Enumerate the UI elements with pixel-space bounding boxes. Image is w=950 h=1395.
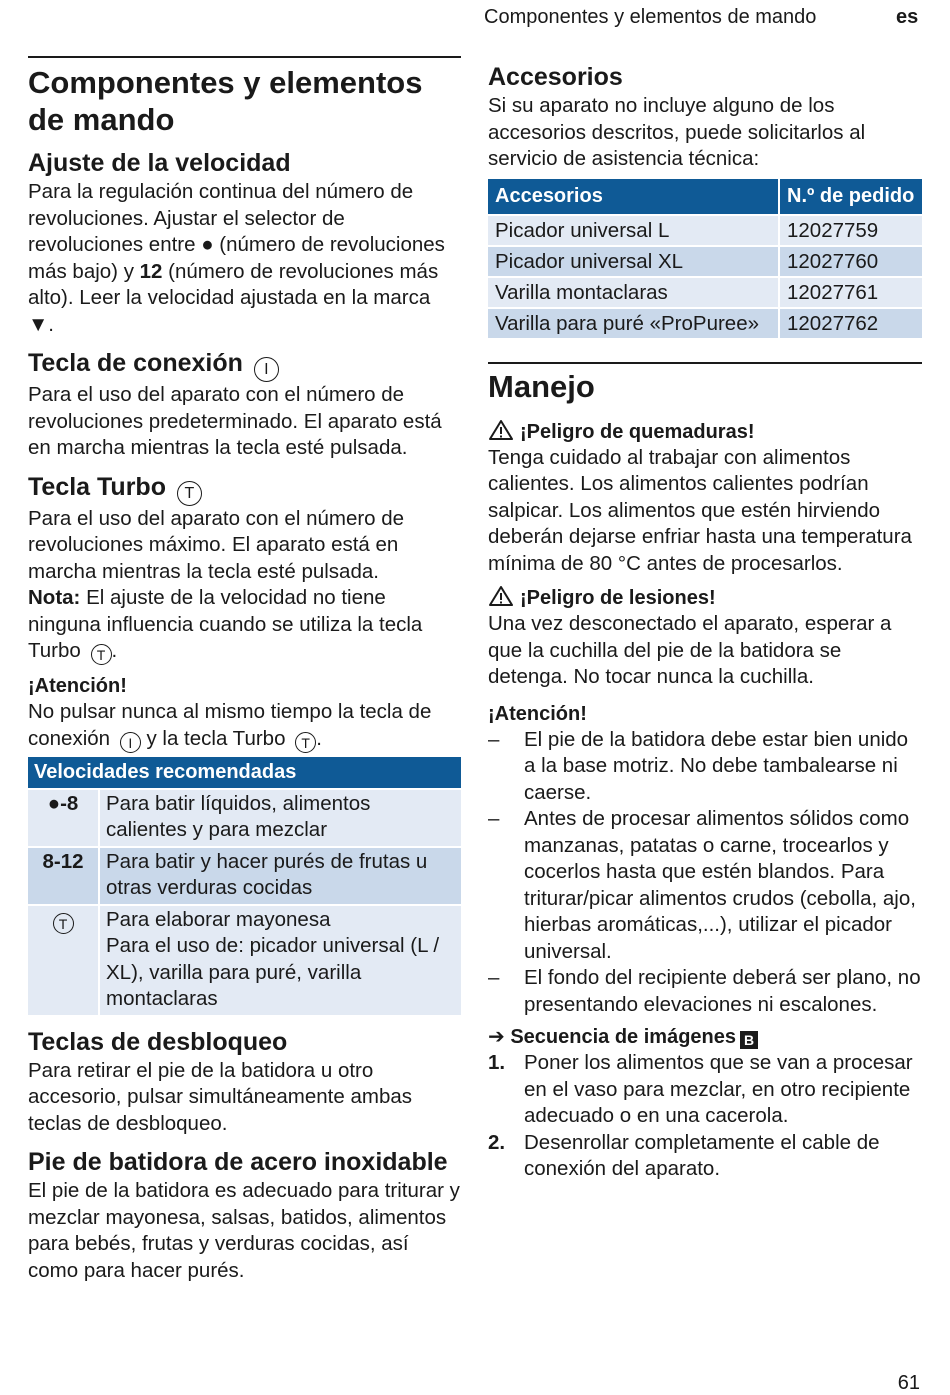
turbo-symbol-icon: T	[177, 481, 202, 506]
table-row	[488, 278, 922, 307]
turbo-symbol-icon: T	[91, 644, 112, 665]
turbo-symbol-icon: T	[295, 732, 316, 753]
turbo-heading: Tecla Turbo T	[28, 472, 461, 506]
table-row	[488, 309, 922, 338]
order-number-col-header: N.º de pedido	[780, 179, 922, 214]
table-row	[488, 216, 922, 245]
section-rule	[488, 362, 922, 364]
speed-value: ●-8	[28, 790, 98, 846]
speed-heading: Ajuste de la velocidad	[28, 149, 291, 177]
speed-text: Para la regulación continua del número de revoluciones. Ajustar el selector de revoluciones entre ● (número de revoluciones más bajo) y 12 (número de revoluciones más alto). Leer la velocidad ajustada en la marca ▼.	[28, 180, 445, 336]
foot-heading: Pie de batidora de acero inoxidable	[28, 1148, 448, 1176]
language-code: es	[896, 6, 919, 28]
accessory-name: Picador universal L	[488, 216, 778, 245]
accessory-name: Picador universal XL	[488, 247, 778, 276]
arrow-right-icon: ➔	[488, 1026, 505, 1048]
burn-warning-heading: ¡Peligro de quemaduras!	[488, 419, 922, 445]
accessories-text: Si su aparato no incluye alguno de los accesorios descritos, puede solicitarlos al servicio de asistencia técnica:	[488, 94, 866, 170]
conexion-text: Para el uso del aparato con el número de revoluciones predeterminado. El aparato está en marcha mientras la tecla esté pulsada.	[28, 383, 442, 459]
page-number: 61	[897, 1372, 920, 1394]
image-sequence-heading: ➔ Secuencia de imágenes B	[488, 1024, 922, 1050]
atencion-text: No pulsar nunca al mismo tiempo la tecla de conexión I y la tecla Turbo T .	[28, 700, 432, 751]
accessory-name: Varilla montaclaras	[488, 278, 778, 307]
speed-description: Para batir líquidos, alimentos calientes y para mezclar	[100, 790, 461, 846]
unlock-heading: Teclas de desbloqueo	[28, 1027, 288, 1056]
conexion-heading: Tecla de conexión I	[28, 348, 461, 382]
right-column	[488, 62, 922, 1183]
atencion-heading: ¡Atención!	[488, 702, 587, 725]
atencion-heading: ¡Atención!	[28, 675, 127, 697]
accessories-table	[486, 177, 924, 340]
table-row	[488, 247, 922, 276]
injury-warning-heading: ¡Peligro de lesiones!	[488, 585, 922, 611]
table-row	[28, 790, 461, 846]
unlock-text: Para retirar el pie de la batidora u otro accesorio, pulsar simultáneamente ambas teclas de desbloqueo.	[28, 1058, 412, 1135]
left-column	[28, 56, 461, 1284]
running-header	[484, 6, 919, 29]
speed-table	[26, 755, 463, 1017]
power-symbol-icon: I	[254, 357, 279, 382]
list-item: – Antes de procesar alimentos sólidos como manzanas, patatas o carne, trocearlos y cocerlos hasta que estén blandos. Para triturar/picar alimentos crudos (cebolla, ajo, hierbas aromáticas,...), utilizar el picador universal.	[488, 807, 916, 963]
running-header-title: Componentes y elementos de mando	[484, 6, 817, 28]
speed-value	[28, 906, 98, 1015]
speed-description: Para elaborar mayonesa Para el uso de: picador universal (L / XL), varilla para puré, varilla montaclaras	[100, 906, 461, 1015]
section-title: Componentes y elementos de mando	[28, 65, 423, 137]
order-number: 12027761	[780, 278, 922, 307]
steps-list	[488, 1050, 922, 1183]
accessories-col-header: Accesorios	[488, 179, 778, 214]
figure-b-icon: B	[740, 1031, 758, 1049]
warning-triangle-icon	[488, 419, 514, 441]
list-item: – El pie de la batidora debe estar bien unido a la base motriz. No debe tambalearse ni caerse.	[488, 727, 909, 804]
order-number: 12027760	[780, 247, 922, 276]
foot-text: El pie de la batidora es adecuado para triturar y mezclar mayonesa, salsas, batidos, alimentos para bebés, frutas y verduras cocidas, así como para hacer purés.	[28, 1179, 460, 1282]
list-item: – El fondo del recipiente deberá ser plano, no presentando elevaciones ni escalones.	[488, 966, 921, 1016]
table-row	[28, 848, 461, 904]
turbo-text: Para el uso del aparato con el número de revoluciones máximo. El aparato está en marcha mientras la tecla esté pulsada.	[28, 506, 405, 583]
power-symbol-icon: I	[120, 732, 141, 753]
burn-warning-text: Tenga cuidado al trabajar con alimentos calientes. Los alimentos calientes podrían salpicar. Los alimentos que estén hirviendo deberán dejarse enfriar hasta una temperatura mínima de 80 °C antes de procesarlos.	[488, 445, 912, 575]
speed-value: 8-12	[28, 848, 98, 904]
list-item: 2. Desenrollar completamente el cable de conexión del aparato.	[488, 1130, 880, 1180]
warning-triangle-icon	[488, 585, 514, 607]
table-row	[28, 906, 461, 1015]
list-item: 1. Poner los alimentos que se van a procesar en el vaso para mezclar, en otro recipiente adecuado o en una cacerola.	[488, 1051, 913, 1127]
accessory-name: Varilla para puré «ProPuree»	[488, 309, 778, 338]
accessories-heading: Accesorios	[488, 63, 623, 91]
nota-text: Nota: El ajuste de la velocidad no tiene ninguna influencia cuando se utiliza la tecla Turbo T .	[28, 586, 423, 663]
section-rule	[28, 56, 461, 58]
order-number: 12027762	[780, 309, 922, 338]
injury-warning-text: Una vez desconectado el aparato, esperar a que la cuchilla del pie de la batidora se detenga. No tocar nunca la cuchilla.	[488, 612, 892, 688]
speed-description: Para batir y hacer purés de frutas u otras verduras cocidas	[100, 848, 461, 904]
atencion-list	[488, 727, 922, 1019]
speed-table-header: Velocidades recomendadas	[28, 757, 461, 788]
order-number: 12027759	[780, 216, 922, 245]
turbo-symbol-icon: T	[53, 913, 74, 934]
manejo-heading: Manejo	[488, 368, 595, 404]
